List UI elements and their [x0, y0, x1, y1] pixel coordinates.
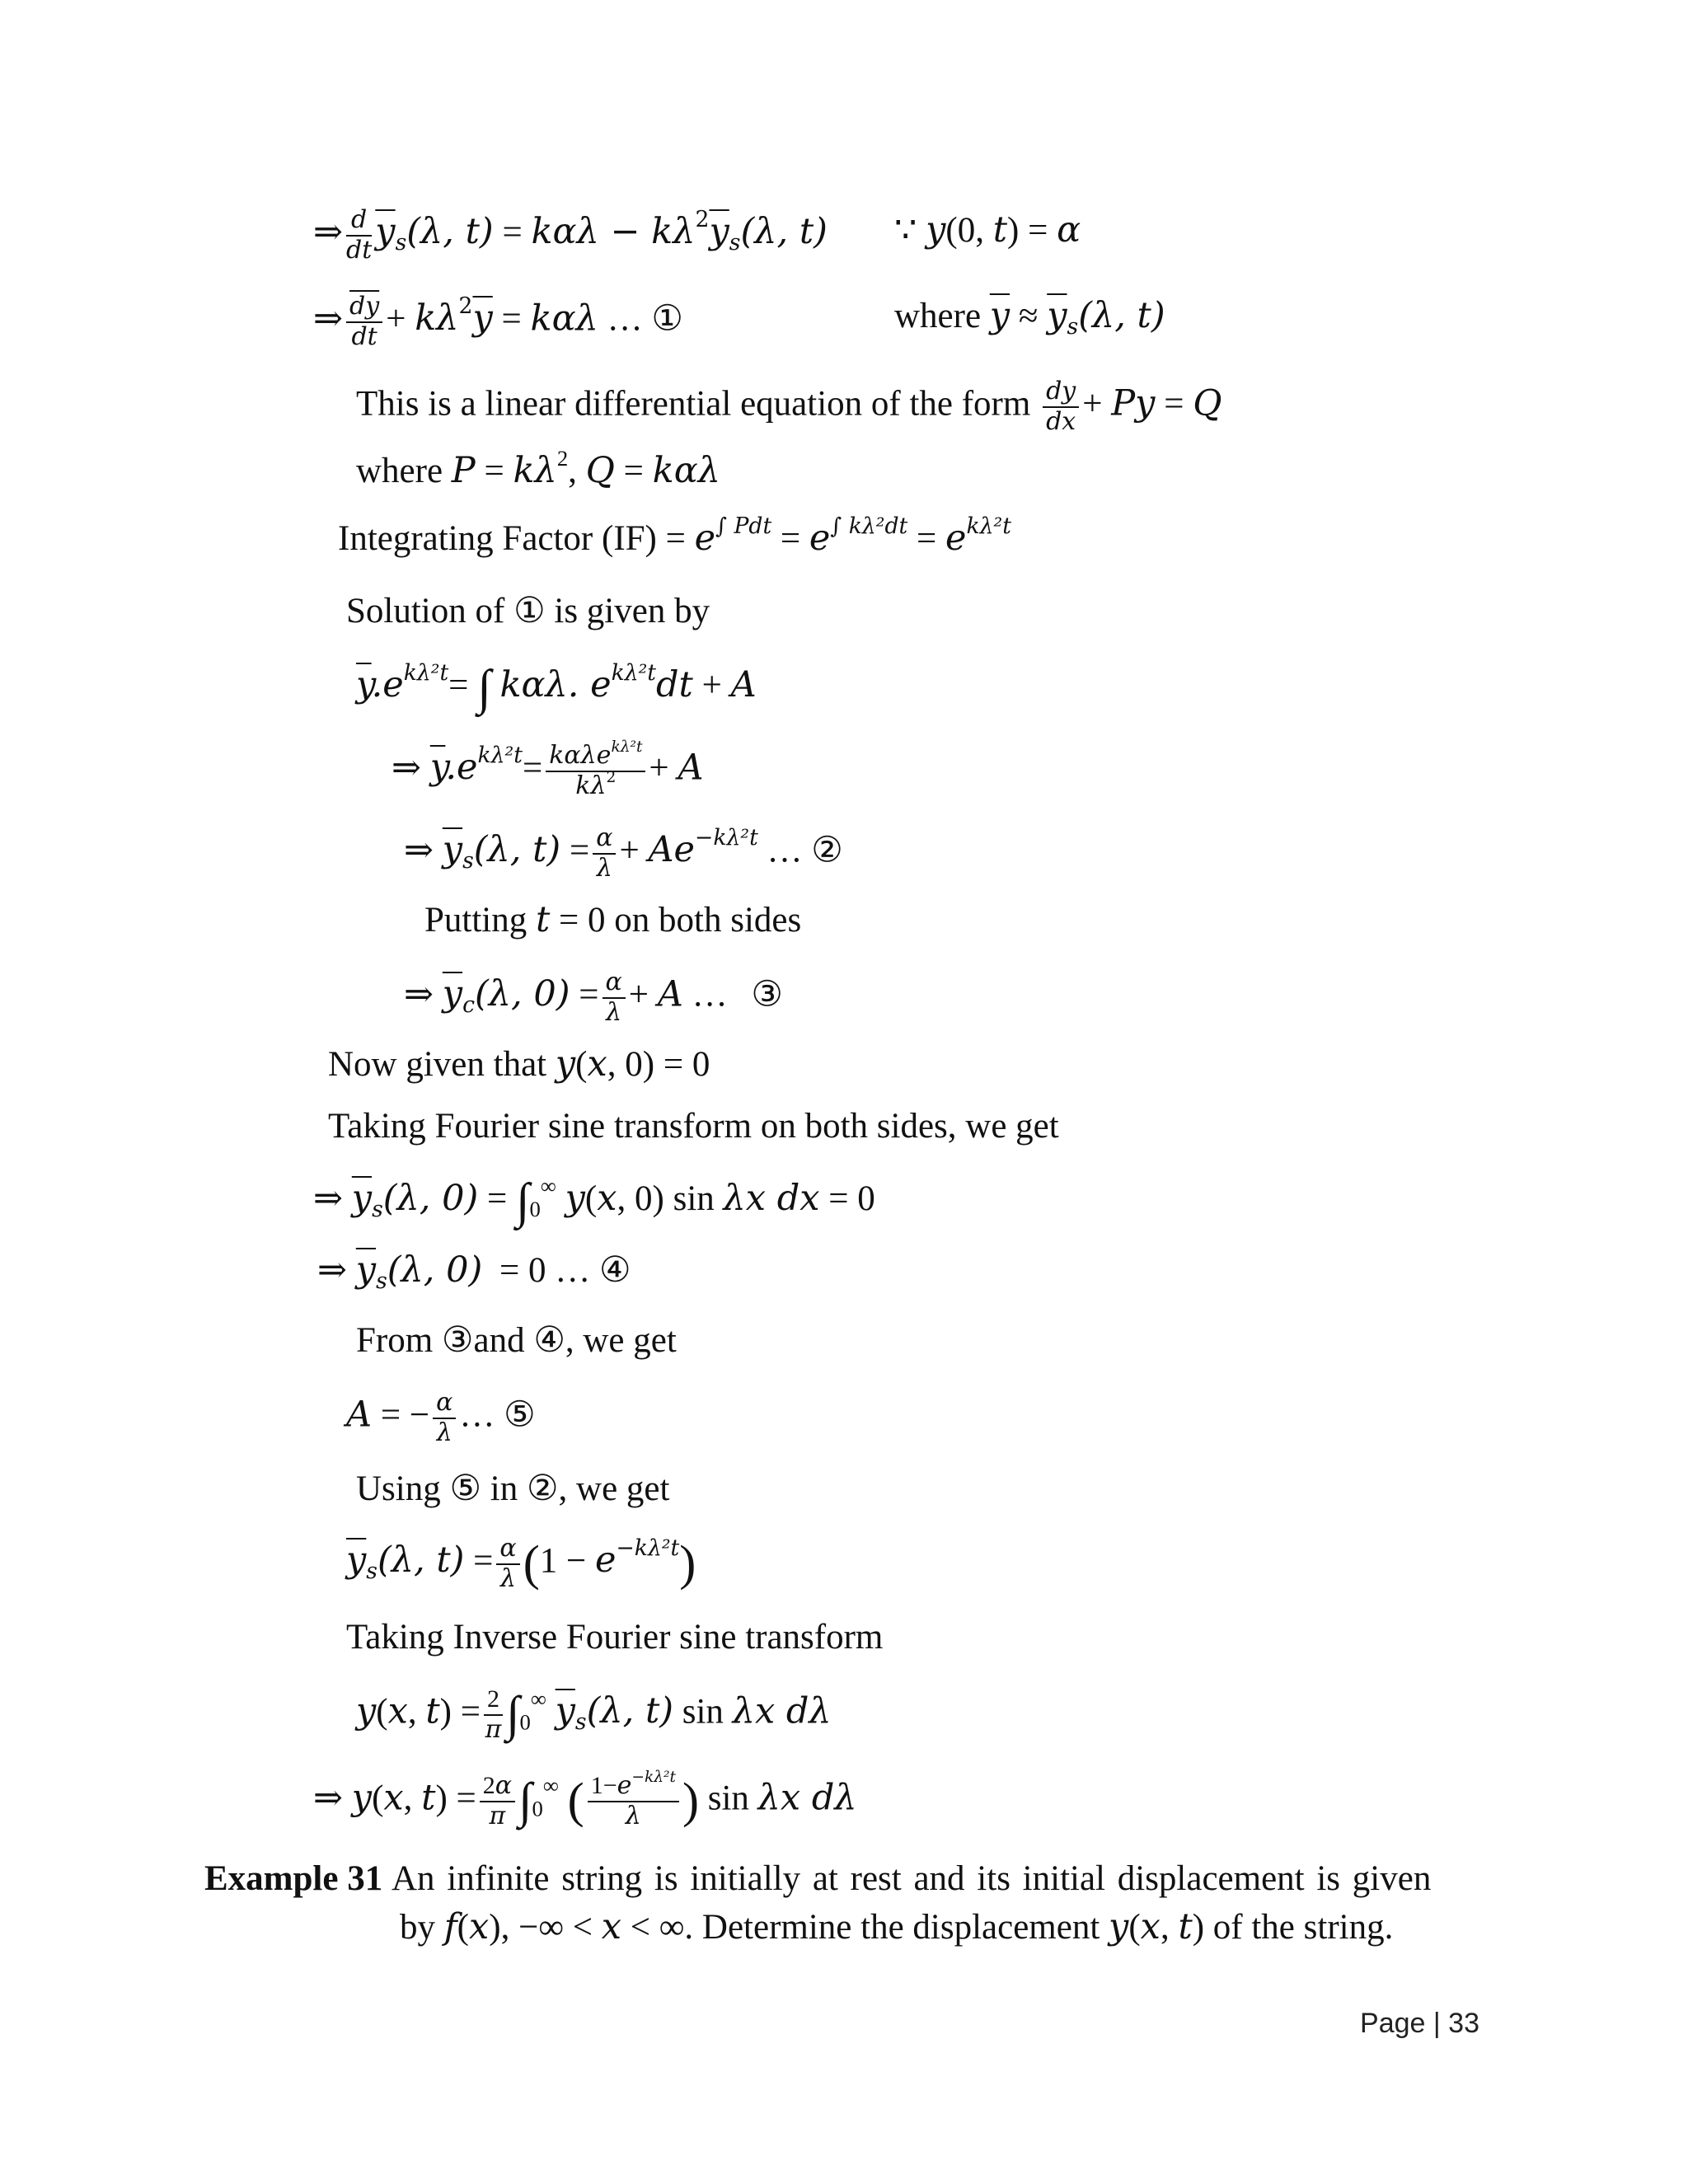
eq-line-16: From ③and ④, we get	[356, 1321, 677, 1360]
eq-line-11: ⇒ $\overline{y}_c(\lambda$, 0) = $\frac{\alpha}{\lambda}$ + A … ③	[404, 968, 783, 1027]
eq-line-2: ⇒ $\frac{\overline{dy}}{dt}$ + $k\lambda^2\overline{y} = k\alpha\lambda$ … ①	[313, 292, 683, 351]
eq-line-15: ⇒ $\overline{y}_s(\lambda$, 0) = 0 … ④	[317, 1249, 631, 1294]
eq-line-19: $\overline{y}_s(\lambda$, t) = $\frac{\alpha}{\lambda}$ $(1 - e^{-k\lambda^2t})$	[346, 1534, 696, 1593]
example-label: Example 31	[204, 1859, 383, 1898]
line-5-text: Integrating Factor (IF) =	[338, 519, 686, 558]
eq-line-21: y(x, t) = $\frac{2}{\pi}$ $\int_0^\infty$ $\overline{y}_s(\lambda$, t) sin λx dλ	[356, 1685, 832, 1744]
eq-line-5: Integrating Factor $(IF) = e^{\int Pdt} = e^{\int k\lambda^2dt} = e^{k\lambda^2t}$	[338, 513, 1011, 559]
eq-line-3: This is a linear differential equation of the form $\frac{dy}{dx}$ + Py = Q	[356, 377, 1222, 436]
eq-line-14: ⇒ $\overline{y}_s(\lambda$, $0) = \int_0^\infty$ y(x, 0) sin λx dx = 0	[313, 1174, 875, 1229]
eq-line-8: ⇒ $\overline{y}.e^{k\lambda^2t}=$ $\frac{k\alpha\lambda e^{k\lambda^2t}}{k\lambda^2}$ + A	[392, 738, 704, 800]
eq-line-12: Now given that y(x, 0) = 0	[328, 1043, 710, 1085]
eq-line-13: Taking Fourier sine transform on both sides, we get	[328, 1107, 1059, 1146]
eq-line-9: ⇒ $\overline{y}_s(\lambda$, t) = $\frac{\alpha}{\lambda}$ + $Ae^{-k\lambda^2t}$ … ②	[404, 823, 843, 883]
eq-line-2-note: where $\overline{y} \approx \overline{y}_s(\lambda$, t)	[894, 295, 1165, 340]
eq-line-17: A = − $\frac{\alpha}{\lambda}$ … ⑤	[346, 1388, 536, 1447]
eq-line-7: $\overline{y}.e^{k\lambda^2t}=$ ∫ kαλ. $e^{k\lambda^2t}dt + A$	[356, 660, 757, 715]
eq-line-1: ⇒ $\frac{d}{dt}$ $\overline{y}_s(\lambda$, $t) = k\alpha\lambda - k\lambda^2\overline{y}_s(\lambda$, t)	[313, 205, 828, 265]
eq-line-20: Taking Inverse Fourier sine transform	[346, 1618, 884, 1657]
example-31-line-1	[204, 1861, 1431, 1896]
eq-line-1-condition: ∵ y(0, t) = α	[894, 209, 1081, 251]
line-3-text: This is a linear differential equation of the form	[356, 384, 1031, 424]
eq-line-10: Putting t = 0 on both sides	[424, 899, 802, 940]
page-number: Page | 33	[1360, 2008, 1479, 2039]
example-text-1: An infinite string is initially at rest and its initial displacement is given	[391, 1859, 1432, 1898]
eq-line-22: ⇒ y(x, t) = $\frac{2\alpha}{\pi}$ $\int_0^\infty$ ( $\frac{1-e^{-k\lambda^2t}}{\lambda}$ ) sin λx dλ	[313, 1769, 857, 1830]
eq-line-6: Solution of ① is given by	[346, 592, 710, 630]
eq-line-4: where $P = k\lambda^2$, Q = kαλ	[356, 446, 721, 491]
eq-line-18: Using ⑤ in ②, we get	[356, 1469, 670, 1508]
example-31-line-2: by f(x), −∞ < x < ∞. Determine the displacement y(x, t) of the string.	[400, 1906, 1394, 1947]
